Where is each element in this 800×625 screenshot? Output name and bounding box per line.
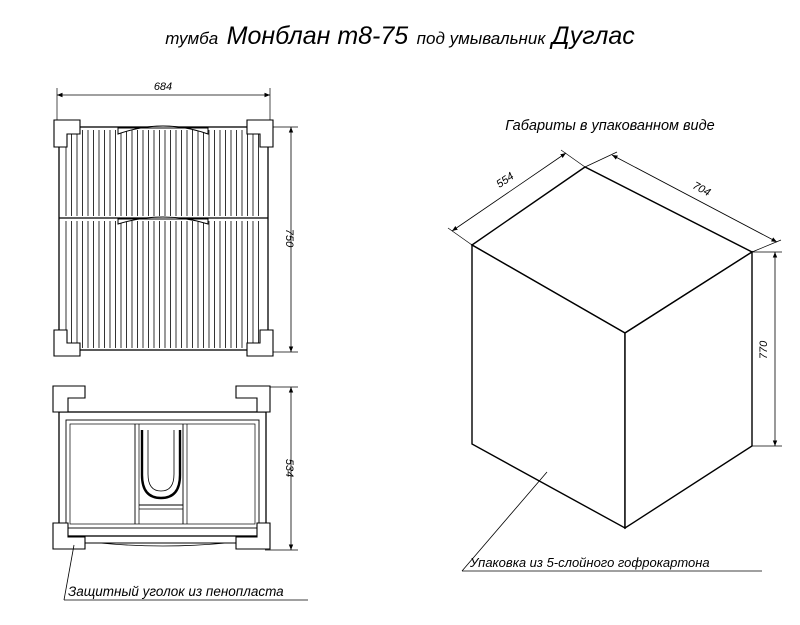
package-heading: Габариты в упакованном виде	[505, 118, 715, 134]
corner-note: Защитный уголок из пенопласта	[68, 584, 284, 599]
facade-grooves	[66, 130, 259, 348]
title-prefix: тумба	[165, 29, 219, 48]
top-view	[53, 386, 308, 600]
box-width-dim: 704	[690, 179, 713, 199]
material-label: Упаковка из 5-слойного гофрокартона	[470, 555, 710, 570]
front-corner-guards	[54, 120, 273, 356]
title	[165, 22, 635, 50]
package-box	[448, 118, 782, 571]
front-width-dim: 684	[153, 81, 173, 93]
front-height-dim: 750	[283, 228, 295, 248]
title-sink: Дуглас	[551, 22, 635, 50]
box-depth-dim: 554	[494, 170, 517, 191]
top-corner-guards	[53, 386, 270, 549]
cabinet-top-body	[59, 412, 266, 536]
top-depth-dim: 534	[283, 458, 295, 478]
title-middle: под умывальник	[416, 29, 546, 48]
front-view	[54, 81, 298, 356]
box-height-dim: 770	[758, 340, 770, 360]
title-model: Монблан т8-75	[226, 22, 409, 50]
